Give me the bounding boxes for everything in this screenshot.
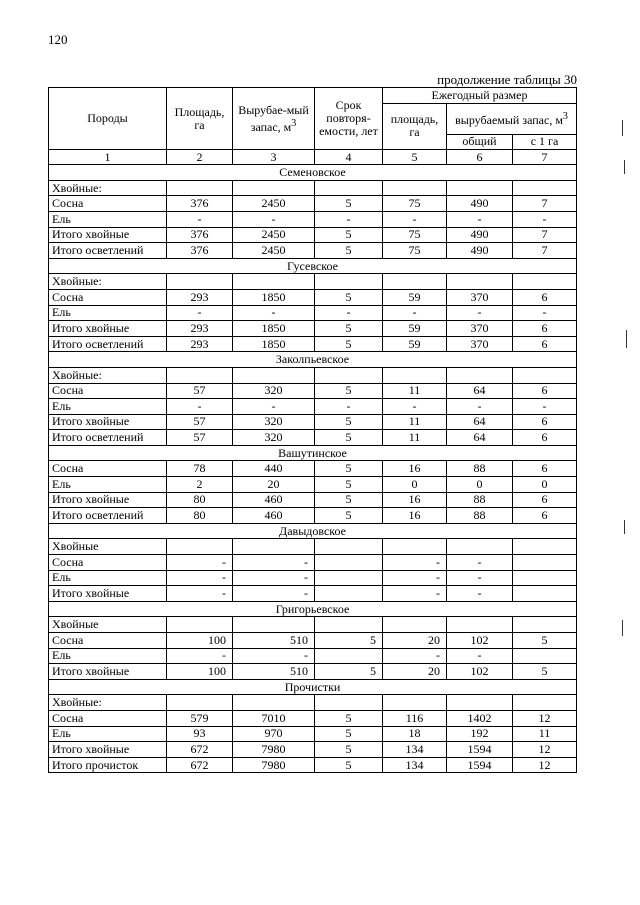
table-cell: 5 [513, 633, 577, 649]
table-row [49, 757, 577, 773]
table-cell: - [233, 305, 315, 321]
table-cell: - [447, 570, 513, 586]
header-term: Срок повторя-емости, лет [315, 88, 383, 150]
table-cell: 59 [383, 336, 447, 352]
table-cell [513, 617, 577, 633]
table-cell [513, 648, 577, 664]
table-cell: 293 [167, 321, 233, 337]
table-row [49, 477, 577, 493]
table-cell: 5 [315, 430, 383, 446]
table-cell: 320 [233, 414, 315, 430]
table-cell: 80 [167, 492, 233, 508]
table-row [49, 383, 577, 399]
table-cell: 5 [315, 321, 383, 337]
table-cell: 134 [383, 742, 447, 758]
table-cell [447, 367, 513, 383]
table-cell: 11 [383, 414, 447, 430]
section-header-row [49, 679, 577, 695]
table-cell: 1850 [233, 321, 315, 337]
table-cell [233, 617, 315, 633]
section-header-row [49, 523, 577, 539]
table-cell: 6 [513, 461, 577, 477]
row-label: Хвойные [49, 539, 167, 555]
table-cell: 376 [167, 196, 233, 212]
table-cell: 6 [513, 289, 577, 305]
table-cell: 16 [383, 461, 447, 477]
row-label: Ель [49, 305, 167, 321]
table-cell [315, 367, 383, 383]
table-cell: 6 [513, 383, 577, 399]
table-row [49, 648, 577, 664]
row-label: Итого хвойные [49, 321, 167, 337]
table-cell: - [383, 211, 447, 227]
table-cell: 579 [167, 710, 233, 726]
table-row [49, 243, 577, 259]
table-cell: 0 [513, 477, 577, 493]
table-cell: 12 [513, 710, 577, 726]
row-label: Хвойные [49, 617, 167, 633]
row-label: Сосна [49, 383, 167, 399]
row-label: Хвойные: [49, 180, 167, 196]
table-cell: 7980 [233, 757, 315, 773]
row-label: Хвойные: [49, 274, 167, 290]
scan-mark [624, 520, 625, 534]
scan-mark [624, 160, 625, 174]
table-cell: 7 [513, 227, 577, 243]
table-body [49, 165, 577, 773]
table-cell: 1850 [233, 289, 315, 305]
row-label: Сосна [49, 555, 167, 571]
table-cell [233, 367, 315, 383]
column-numbers-row [49, 150, 577, 165]
table-cell: 1594 [447, 742, 513, 758]
table-cell: 320 [233, 383, 315, 399]
table-cell: - [167, 555, 233, 571]
table-row [49, 633, 577, 649]
table-cell: 5 [315, 757, 383, 773]
table-cell [513, 274, 577, 290]
table-cell: - [167, 399, 233, 415]
table-cell: - [383, 586, 447, 602]
table-cell: 59 [383, 289, 447, 305]
table-cell: - [167, 586, 233, 602]
table-cell [447, 695, 513, 711]
table-caption: продолжение таблицы 30 [437, 72, 577, 87]
column-number: 7 [513, 150, 577, 165]
row-label: Итого осветлений [49, 430, 167, 446]
forestry-table [48, 87, 577, 773]
table-cell: 5 [315, 383, 383, 399]
header-annual-area: площадь, га [383, 103, 447, 150]
row-label: Итого осветлений [49, 243, 167, 259]
table-cell: 102 [447, 664, 513, 680]
table-cell: 16 [383, 492, 447, 508]
table-cell: 5 [315, 710, 383, 726]
column-number: 4 [315, 150, 383, 165]
table-cell: 490 [447, 227, 513, 243]
table-row [49, 695, 577, 711]
table-cell: 5 [315, 633, 383, 649]
table-row [49, 570, 577, 586]
section-title: Прочистки [49, 679, 577, 695]
table-cell: - [233, 555, 315, 571]
table-cell: 12 [513, 742, 577, 758]
table-cell: 672 [167, 742, 233, 758]
table-cell: - [167, 570, 233, 586]
table-cell [167, 180, 233, 196]
table-cell: 6 [513, 508, 577, 524]
table-cell: 57 [167, 414, 233, 430]
table-cell: 57 [167, 383, 233, 399]
section-title: Вашутинское [49, 445, 577, 461]
table-cell: 100 [167, 633, 233, 649]
table-row [49, 430, 577, 446]
row-label: Итого хвойные [49, 664, 167, 680]
scan-mark [626, 330, 627, 348]
table-cell: 64 [447, 383, 513, 399]
table-cell: - [383, 305, 447, 321]
table-cell [315, 586, 383, 602]
row-label: Итого хвойные [49, 414, 167, 430]
table-cell: 6 [513, 336, 577, 352]
table-cell: 134 [383, 757, 447, 773]
table-cell: - [315, 211, 383, 227]
table-cell: 2450 [233, 227, 315, 243]
table-cell [513, 695, 577, 711]
section-title: Гусевское [49, 258, 577, 274]
table-cell [167, 367, 233, 383]
table-row [49, 289, 577, 305]
column-number: 1 [49, 150, 167, 165]
table-row [49, 414, 577, 430]
table-cell: - [513, 211, 577, 227]
table-cell: 510 [233, 664, 315, 680]
table-cell: 93 [167, 726, 233, 742]
table-cell: 1850 [233, 336, 315, 352]
table-cell [447, 274, 513, 290]
row-label: Сосна [49, 461, 167, 477]
row-label: Ель [49, 211, 167, 227]
table-row [49, 617, 577, 633]
table-cell: 5 [315, 196, 383, 212]
section-title: Семеновское [49, 165, 577, 181]
row-label: Ель [49, 399, 167, 415]
table-cell: - [383, 648, 447, 664]
table-cell: 376 [167, 243, 233, 259]
table-cell: - [233, 570, 315, 586]
table-cell: 0 [383, 477, 447, 493]
table-cell: - [383, 570, 447, 586]
row-label: Ель [49, 570, 167, 586]
section-title: Давыдовское [49, 523, 577, 539]
table-cell [383, 695, 447, 711]
table-cell: 6 [513, 492, 577, 508]
table-cell [167, 617, 233, 633]
table-cell [233, 274, 315, 290]
row-label: Сосна [49, 633, 167, 649]
table-cell: 460 [233, 508, 315, 524]
row-label: Хвойные: [49, 695, 167, 711]
table-cell: 78 [167, 461, 233, 477]
table-cell [383, 617, 447, 633]
table-cell: 11 [383, 383, 447, 399]
table-row [49, 180, 577, 196]
table-cell: 5 [315, 742, 383, 758]
table-cell: - [447, 648, 513, 664]
table-cell: - [233, 211, 315, 227]
table-cell: 116 [383, 710, 447, 726]
section-header-row [49, 445, 577, 461]
scan-mark [622, 120, 623, 136]
table-cell [167, 539, 233, 555]
table-cell: 2450 [233, 243, 315, 259]
table-cell: 16 [383, 508, 447, 524]
row-label: Хвойные: [49, 367, 167, 383]
table-row [49, 305, 577, 321]
section-title: Заколпьевское [49, 352, 577, 368]
table-cell [233, 695, 315, 711]
table-cell [513, 367, 577, 383]
section-header-row [49, 165, 577, 181]
header-annual-volume: вырубаемый запас, $м^3$ [447, 103, 577, 134]
table-cell: 5 [315, 243, 383, 259]
table-cell: 64 [447, 430, 513, 446]
table-cell: 59 [383, 321, 447, 337]
table-cell: - [513, 399, 577, 415]
table-cell: 7 [513, 243, 577, 259]
section-header-row [49, 352, 577, 368]
table-row [49, 710, 577, 726]
column-number: 2 [167, 150, 233, 165]
table-cell: 88 [447, 508, 513, 524]
table-cell [447, 539, 513, 555]
table-cell: - [447, 211, 513, 227]
table-cell: 2 [167, 477, 233, 493]
header-volume: Вырубае-мый запас, $м^3$ [233, 88, 315, 150]
header-area: Площадь, га [167, 88, 233, 150]
table-cell: 102 [447, 633, 513, 649]
table-cell [233, 539, 315, 555]
table-row [49, 742, 577, 758]
column-number: 6 [447, 150, 513, 165]
section-title: Григорьевское [49, 601, 577, 617]
table-cell: - [233, 648, 315, 664]
table-cell: 2450 [233, 196, 315, 212]
table-cell [167, 695, 233, 711]
table-cell: 370 [447, 321, 513, 337]
row-label: Ель [49, 477, 167, 493]
table-cell: 1402 [447, 710, 513, 726]
row-label: Итого осветлений [49, 336, 167, 352]
row-label: Сосна [49, 196, 167, 212]
table-cell: 80 [167, 508, 233, 524]
table-cell: 75 [383, 227, 447, 243]
table-row [49, 367, 577, 383]
table-cell [315, 539, 383, 555]
table-cell: - [447, 586, 513, 602]
column-number: 3 [233, 150, 315, 165]
table-cell: 20 [383, 633, 447, 649]
table-cell: 100 [167, 664, 233, 680]
table-cell: 970 [233, 726, 315, 742]
table-cell: 5 [315, 414, 383, 430]
table-cell: 57 [167, 430, 233, 446]
table-cell: 5 [513, 664, 577, 680]
header-annual: Ежегодный размер [383, 88, 577, 104]
table-row [49, 586, 577, 602]
header-per-ha: с 1 га [513, 134, 577, 150]
table-cell: 20 [233, 477, 315, 493]
table-row [49, 492, 577, 508]
table-cell [315, 695, 383, 711]
section-header-row [49, 258, 577, 274]
table-cell: 5 [315, 477, 383, 493]
table-cell: 7 [513, 196, 577, 212]
table-cell [513, 570, 577, 586]
table-cell: - [167, 305, 233, 321]
table-row [49, 461, 577, 477]
table-row [49, 399, 577, 415]
table-cell: - [315, 399, 383, 415]
table-cell: 490 [447, 196, 513, 212]
header-breed: Породы [49, 88, 167, 150]
table-cell: 11 [513, 726, 577, 742]
table-cell: 5 [315, 336, 383, 352]
table-cell: 6 [513, 430, 577, 446]
row-label: Итого хвойные [49, 492, 167, 508]
table-row [49, 664, 577, 680]
row-label: Ель [49, 648, 167, 664]
table-cell: 5 [315, 461, 383, 477]
table-cell: 1594 [447, 757, 513, 773]
table-row [49, 321, 577, 337]
table-cell: 5 [315, 289, 383, 305]
table-cell: 672 [167, 757, 233, 773]
row-label: Итого хвойные [49, 586, 167, 602]
column-number: 5 [383, 150, 447, 165]
table-cell [513, 180, 577, 196]
row-label: Итого осветлений [49, 508, 167, 524]
table-cell: 320 [233, 430, 315, 446]
row-label: Сосна [49, 289, 167, 305]
table-cell: 376 [167, 227, 233, 243]
table-cell [447, 617, 513, 633]
table-cell: - [315, 305, 383, 321]
table-cell: 192 [447, 726, 513, 742]
table-cell [383, 274, 447, 290]
table-cell [315, 648, 383, 664]
table-cell [447, 180, 513, 196]
table-cell: 370 [447, 336, 513, 352]
table-cell: 370 [447, 289, 513, 305]
table-cell: 7010 [233, 710, 315, 726]
table-cell: 75 [383, 243, 447, 259]
table-cell: - [447, 555, 513, 571]
table-cell [167, 274, 233, 290]
table-cell: 293 [167, 336, 233, 352]
table-cell: 18 [383, 726, 447, 742]
table-cell: 5 [315, 664, 383, 680]
table-row [49, 227, 577, 243]
row-label: Ель [49, 726, 167, 742]
table-cell: 64 [447, 414, 513, 430]
table-row [49, 336, 577, 352]
table-cell [513, 555, 577, 571]
table-cell: 6 [513, 321, 577, 337]
table-cell: 88 [447, 461, 513, 477]
table-cell [383, 539, 447, 555]
table-cell: 20 [383, 664, 447, 680]
table-cell: 460 [233, 492, 315, 508]
table-cell: - [447, 305, 513, 321]
table-cell: 12 [513, 757, 577, 773]
table-cell: 7980 [233, 742, 315, 758]
table-cell [315, 274, 383, 290]
table-row [49, 539, 577, 555]
table-row [49, 508, 577, 524]
table-cell [315, 570, 383, 586]
table-cell: - [167, 211, 233, 227]
table-cell: 0 [447, 477, 513, 493]
row-label: Итого прочисток [49, 757, 167, 773]
table-cell: 510 [233, 633, 315, 649]
table-cell [383, 180, 447, 196]
row-label: Итого хвойные [49, 742, 167, 758]
table-cell: - [513, 305, 577, 321]
table-row [49, 211, 577, 227]
table-cell: 5 [315, 492, 383, 508]
table-cell: - [383, 555, 447, 571]
table-cell: 293 [167, 289, 233, 305]
table-cell: - [233, 399, 315, 415]
table-cell: 11 [383, 430, 447, 446]
table-cell [315, 617, 383, 633]
table-row [49, 196, 577, 212]
table-cell: 5 [315, 726, 383, 742]
table-cell: 75 [383, 196, 447, 212]
table-cell [383, 367, 447, 383]
table-cell: 88 [447, 492, 513, 508]
table-cell: 440 [233, 461, 315, 477]
table-cell: - [447, 399, 513, 415]
table-cell: 5 [315, 227, 383, 243]
table-cell: 6 [513, 414, 577, 430]
row-label: Сосна [49, 710, 167, 726]
scan-mark [622, 620, 623, 636]
section-header-row [49, 601, 577, 617]
table-cell [315, 555, 383, 571]
table-cell: - [167, 648, 233, 664]
table-cell: 5 [315, 508, 383, 524]
table-cell: 490 [447, 243, 513, 259]
table-row [49, 555, 577, 571]
table-cell [513, 586, 577, 602]
page-number: 120 [48, 32, 68, 47]
table-row [49, 274, 577, 290]
header-total: общий [447, 134, 513, 150]
table-row [49, 726, 577, 742]
table-cell [233, 180, 315, 196]
row-label: Итого хвойные [49, 227, 167, 243]
table-cell [513, 539, 577, 555]
table-cell: - [233, 586, 315, 602]
table-cell [315, 180, 383, 196]
table-cell: - [383, 399, 447, 415]
